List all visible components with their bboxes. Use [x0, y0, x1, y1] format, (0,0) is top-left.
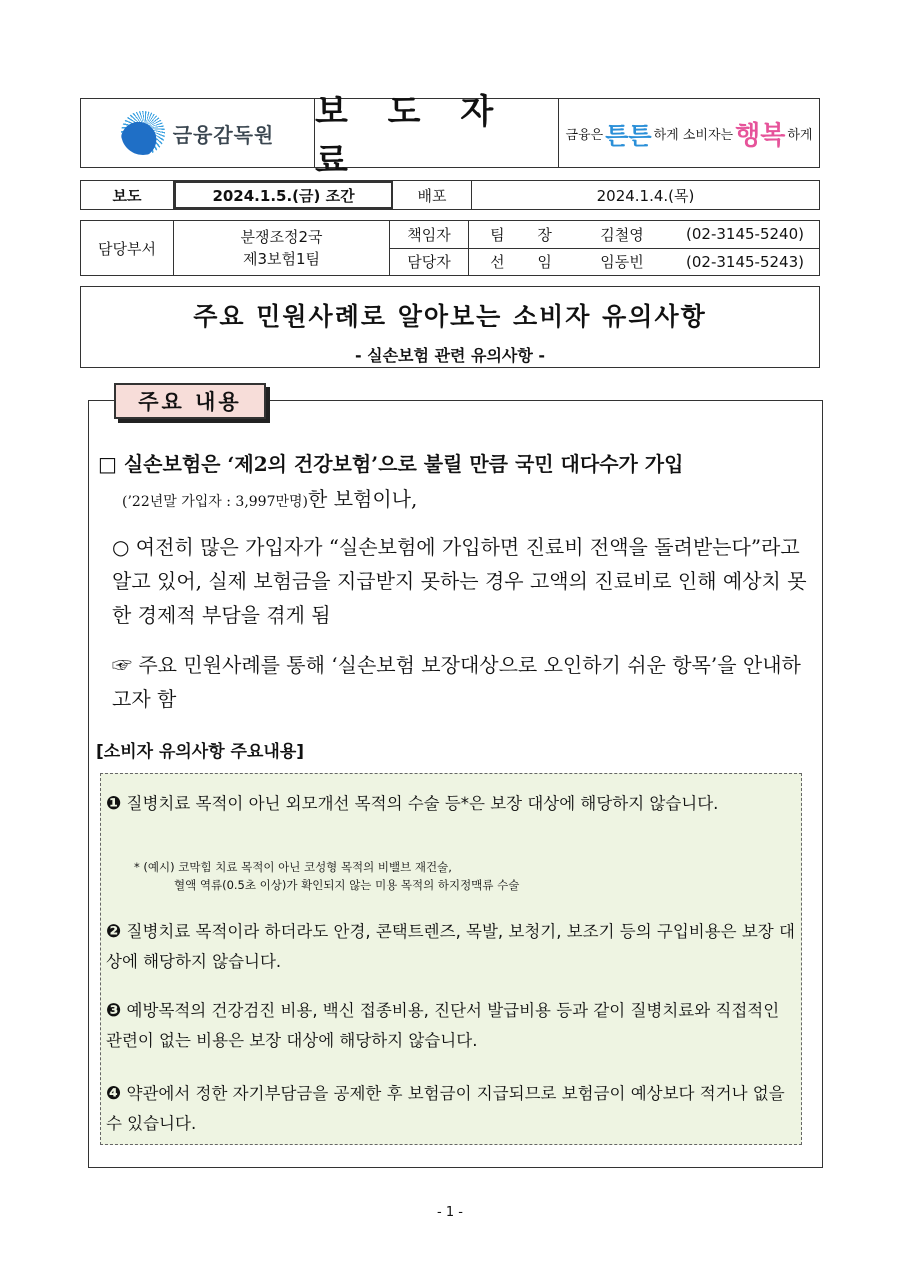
note-item [106, 1079, 796, 1139]
department-name [174, 221, 390, 275]
logo-text: 금융감독원 [172, 122, 275, 147]
note-footnote [134, 858, 519, 894]
fss-logo-icon [121, 111, 165, 155]
department-label: 담당부서 [81, 221, 174, 275]
note-number: ❷ [106, 921, 122, 942]
press-header [80, 92, 820, 181]
contact-phone: (02-3145-5243) [686, 252, 804, 271]
paragraph-pointer: ☞ 주요 민원사례를 통해 ‘실손보험 보장대상으로 오인하기 쉬운 항목’을 안내하고자 함 [112, 653, 801, 711]
contact-row [390, 248, 819, 276]
contact-role: 책임자 [390, 221, 469, 248]
contact-phone: (02-3145-5240) [686, 225, 804, 244]
contact-row [390, 221, 819, 248]
contact-role: 담당자 [390, 249, 469, 276]
note-item [106, 917, 796, 977]
fss-logo [81, 99, 315, 167]
contact-rank: 팀 장 [490, 225, 566, 244]
section-heading: [소비자 유의사항 주요내용] [96, 742, 305, 762]
document-title-box [80, 286, 820, 368]
release-label: 보도 [81, 181, 174, 209]
paragraph-circle: ○ 여전히 많은 가입자가 “실손보험에 가입하면 진료비 전액을 돌려받는다”라고 알고 있어, 실제 보험금을 지급받지 못하는 경우 고액의 진료비로 인해 예상치 못한 경제적 부담을 겪게 됨 [112, 535, 807, 627]
release-date: 2024.1.5.(금) 조간 [174, 181, 393, 209]
slogan-part: 하게 소비자는 [653, 127, 734, 143]
intro-tail: 한 보험이나, [308, 487, 418, 511]
note-number: ❸ [106, 1000, 122, 1021]
subscriber-count: (’22년말 가입자 : 3,997만명) [122, 494, 309, 510]
slogan [559, 99, 819, 167]
slogan-part: 금융은 [565, 127, 604, 143]
main-content-label: 주요 내용 [114, 383, 266, 419]
paragraph-intro-cont [122, 485, 417, 516]
distribution-label: 배포 [393, 181, 472, 209]
department-table [80, 220, 820, 276]
document-title: 주요 민원사례로 알아보는 소비자 유의사항 [193, 302, 707, 331]
note-number: ❶ [106, 793, 122, 814]
slogan-emphasis: 행복 [735, 120, 786, 151]
slogan-emphasis: 튼튼 [605, 121, 652, 150]
contact-rank: 선 임 [490, 253, 566, 272]
release-row [80, 180, 820, 210]
department-name-line: 분쟁조정2국 [240, 228, 323, 246]
footnote-line: * (예시) 코막힘 치료 목적이 아닌 코성형 목적의 비밸브 재건술, [134, 860, 452, 874]
footnote-line: 혈액 역류(0.5초 이상)가 확인되지 않는 미용 목적의 하지정맥류 수술 [174, 878, 520, 892]
distribution-date: 2024.1.4.(목) [596, 186, 695, 205]
note-text: 질병치료 목적이 아닌 외모개선 목적의 수술 등*은 보장 대상에 해당하지 않습니다. [126, 794, 719, 813]
paragraph-intro: □ 실손보험은 ‘제2의 건강보험’으로 불릴 만큼 국민 대다수가 가입 [98, 452, 684, 476]
contact-name: 김철영 [600, 225, 644, 244]
note-item [106, 789, 796, 819]
note-number: ❹ [106, 1083, 122, 1104]
note-text: 질병치료 목적이라 하더라도 안경, 콘택트렌즈, 목발, 보청기, 보조기 등의 구입비용은 보장 대상에 해당하지 않습니다. [106, 922, 795, 971]
department-name-line: 제3보험1팀 [242, 250, 321, 268]
note-text: 예방목적의 건강검진 비용, 백신 접종비용, 진단서 발급비용 등과 같이 질병치료와 직접적인 관련이 없는 비용은 보장 대상에 해당하지 않습니다. [106, 1001, 780, 1050]
document-subtitle: - 실손보험 관련 유의사항 - [354, 346, 546, 365]
slogan-part: 하게 [787, 127, 813, 143]
note-item [106, 996, 796, 1056]
page-number: - 1 - [437, 1205, 463, 1220]
press-release-title: 보 도 자 료 [315, 99, 559, 167]
contact-name: 임동빈 [600, 253, 644, 272]
note-text: 약관에서 정한 자기부담금을 공제한 후 보험금이 지급되므로 보험금이 예상보다 적거나 없을 수 있습니다. [106, 1084, 785, 1133]
